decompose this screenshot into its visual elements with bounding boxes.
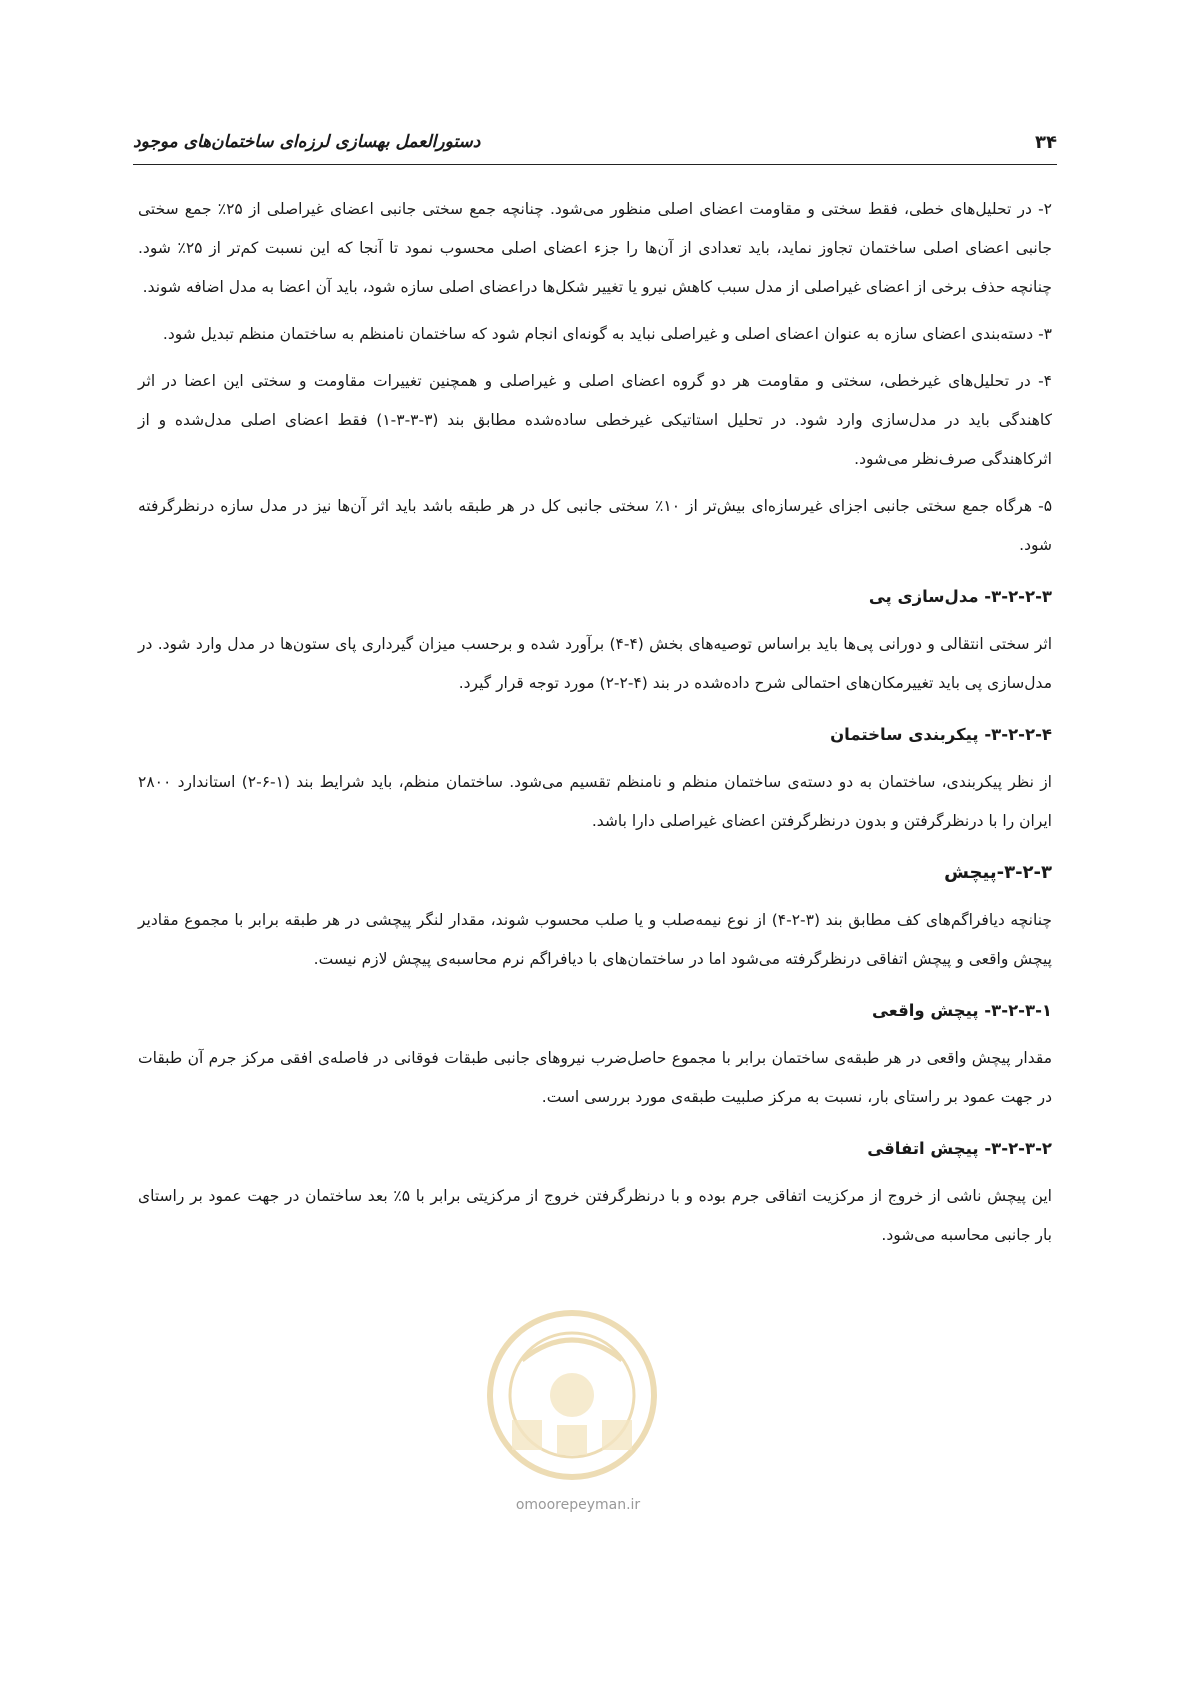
page-header — [133, 128, 1057, 164]
header-divider — [133, 164, 1057, 165]
page-number: ۳۴ — [1035, 132, 1057, 153]
section-heading: ۳-۲-۲-۴- پیکربندی ساختمان — [830, 725, 1052, 744]
watermark-website: omoorepeyman.ir — [515, 1497, 641, 1513]
paragraph: از نظر پیکربندی، ساختمان به دو دسته‌ی ساختمان منظم و نامنظم تقسیم می‌شود. ساختمان منظم، باید شرایط بند (۱-۶-۲) استاندارد ۲۸۰۰ ایران را با درنظرگرفتن و بدون درنظرگرفتن اعضای غیراصلی دارا باشد. — [138, 773, 1052, 830]
publisher-logo-watermark — [482, 1300, 662, 1490]
paragraph: اثر سختی انتقالی و دورانی پی‌ها باید براساس توصیه‌های بخش (۴-۴) برآورد شده و برحسب میزان گیرداری پای ستون‌ها در مدل وارد شود. در مدل‌سازی پی باید تغییرمکان‌های احتمالی شرح داده‌شده در بند (۴-۲-۲) مورد توجه قرار گیرد. — [138, 635, 1052, 692]
section-heading: ۳-۲-۳-۲- پیچش اتفاقی — [867, 1139, 1052, 1158]
paragraph: ۴- در تحلیل‌های غیرخطی، سختی و مقاومت هر دو گروه اعضای اصلی و غیراصلی و همچنین تغییرات مقاومت و سختی این اعضا در اثر کاهندگی باید در مدل‌سازی وارد شود. در تحلیل استاتیکی غیرخطی ساده‌شده مطابق بند (۳-۳-۳-۱) فقط اعضای اصلی مدل‌شده و از اثرکاهندگی صرف‌نظر می‌شود. — [138, 372, 1052, 468]
paragraph: ۵- هرگاه جمع سختی جانبی اجزای غیرسازه‌ای بیش‌تر از ۱۰٪ سختی جانبی کل در هر طبقه باشد باید اثر آن‌ها نیز در مدل سازه درنظرگرفته شود. — [138, 497, 1053, 554]
paragraph: ۳- دسته‌بندی اعضای سازه به عنوان اعضای اصلی و غیراصلی نباید به گونه‌ای انجام شود که ساختمان نامنظم به ساختمان منظم تبدیل شود. — [162, 325, 1052, 343]
running-title: دستورالعمل بهسازی لرزه‌ای ساختمان‌های موجود — [133, 132, 481, 152]
paragraph: این پیچش ناشی از خروج از مرکزیت اتفاقی جرم بوده و با درنظرگرفتن خروج از مرکزیتی برابر با ۵٪ بعد ساختمان در جهت عمود بر راستای بار جانبی محاسبه می‌شود. — [138, 1187, 1052, 1244]
paragraph: چنانچه دیافراگم‌های کف مطابق بند (۳-۲-۴) از نوع نیمه‌صلب و یا صلب محسوب شوند، مقدار لنگر پیچشی در هر طبقه برابر با مجموع مقادیر پیچش واقعی و پیچش اتفاقی درنظرگرفته می‌شود اما در ساختمان‌های با دیافراگم نرم محاسبه‌ی پیچش لازم نیست. — [138, 911, 1052, 968]
paragraph: ۲- در تحلیل‌های خطی، فقط سختی و مقاومت اعضای اصلی منظور می‌شود. چنانچه جمع سختی جانبی اعضای غیراصلی از ۲۵٪ جمع سختی جانبی اعضای اصلی ساختمان تجاوز نماید، باید تعدادی از آن‌ها را جزء اعضای اصلی محسوب نمود تا آنجا که این نسبت کم‌تر از ۲۵٪ شود. چنانچه حذف برخی از اعضای غیراصلی از مدل سبب کاهش نیرو یا تغییر شکل‌ها دراعضای اصلی سازه شود، باید آن اعضا به مدل اضافه شوند. — [138, 200, 1053, 296]
page-body — [138, 190, 1052, 1263]
section-heading: ۳-۲-۳-۱- پیچش واقعی — [871, 1001, 1052, 1020]
section-heading: ۳-۲-۳-پیچش — [944, 862, 1052, 883]
paragraph: مقدار پیچش واقعی در هر طبقه‌ی ساختمان برابر با مجموع حاصل‌ضرب نیروهای جانبی طبقات فوقانی در فاصله‌ی افقی مرکز جرم آن طبقات در جهت عمود بر راستای بار، نسبت به مرکز صلبیت طبقه‌ی مورد بررسی است. — [138, 1049, 1052, 1106]
section-heading: ۳-۲-۲-۳- مدل‌سازی پی — [868, 587, 1052, 606]
